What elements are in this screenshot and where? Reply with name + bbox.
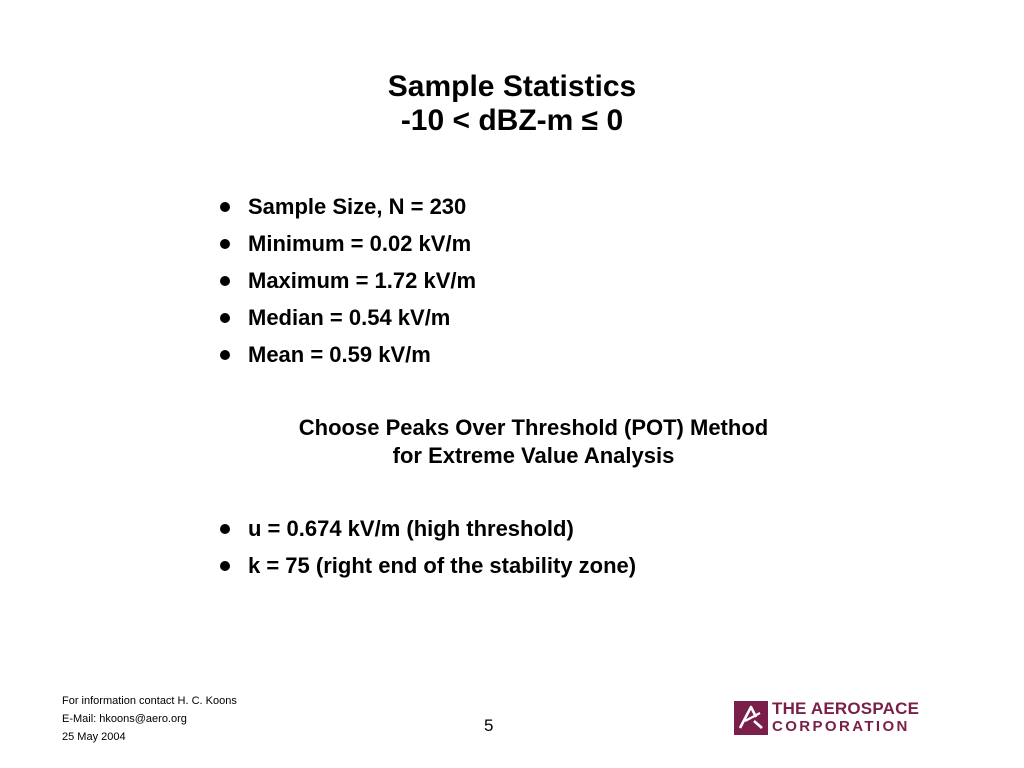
aerospace-logo <box>734 700 944 738</box>
aerospace-logo-mark-icon <box>734 701 768 735</box>
title-line-1: Sample Statistics <box>387 70 637 103</box>
param-threshold: u = 0.674 kV/m (high threshold) <box>248 516 574 541</box>
list-item <box>216 553 636 590</box>
list-item <box>216 268 476 305</box>
email-text: E-Mail: hkoons@aero.org <box>62 713 187 725</box>
parameters-list <box>216 516 636 590</box>
date-text: 25 May 2004 <box>62 731 126 743</box>
statistics-list <box>216 194 476 379</box>
contact-text: For information contact H. C. Koons <box>62 695 237 707</box>
bullet-icon <box>220 202 230 212</box>
page-number: 5 <box>484 716 494 735</box>
bullet-icon <box>220 350 230 360</box>
logo-line-2: CORPORATION <box>772 718 910 735</box>
bullet-icon <box>220 524 230 534</box>
stat-sample-size: Sample Size, N = 230 <box>248 194 467 219</box>
stat-minimum: Minimum = 0.02 kV/m <box>248 231 472 256</box>
bullet-icon <box>220 561 230 571</box>
method-heading <box>0 414 1024 470</box>
stat-median: Median = 0.54 kV/m <box>248 305 451 330</box>
method-line-1: Choose Peaks Over Threshold (POT) Method <box>298 415 769 440</box>
stat-maximum: Maximum = 1.72 kV/m <box>248 268 477 293</box>
list-item <box>216 305 476 342</box>
bullet-icon <box>220 239 230 249</box>
list-item <box>216 194 476 231</box>
stat-mean: Mean = 0.59 kV/m <box>248 342 431 367</box>
logo-wordmark <box>772 700 919 736</box>
list-item <box>216 342 476 379</box>
slide-title <box>0 70 1024 138</box>
logo-line-1: THE AEROSPACE <box>772 699 920 718</box>
list-item <box>216 231 476 268</box>
bullet-icon <box>220 313 230 323</box>
method-line-2: for Extreme Value Analysis <box>392 443 675 468</box>
title-line-2: -10 < dBZ-m ≤ 0 <box>400 104 624 137</box>
footer-contact <box>62 692 237 746</box>
list-item <box>216 516 636 553</box>
param-k: k = 75 (right end of the stability zone) <box>248 553 637 578</box>
bullet-icon <box>220 276 230 286</box>
